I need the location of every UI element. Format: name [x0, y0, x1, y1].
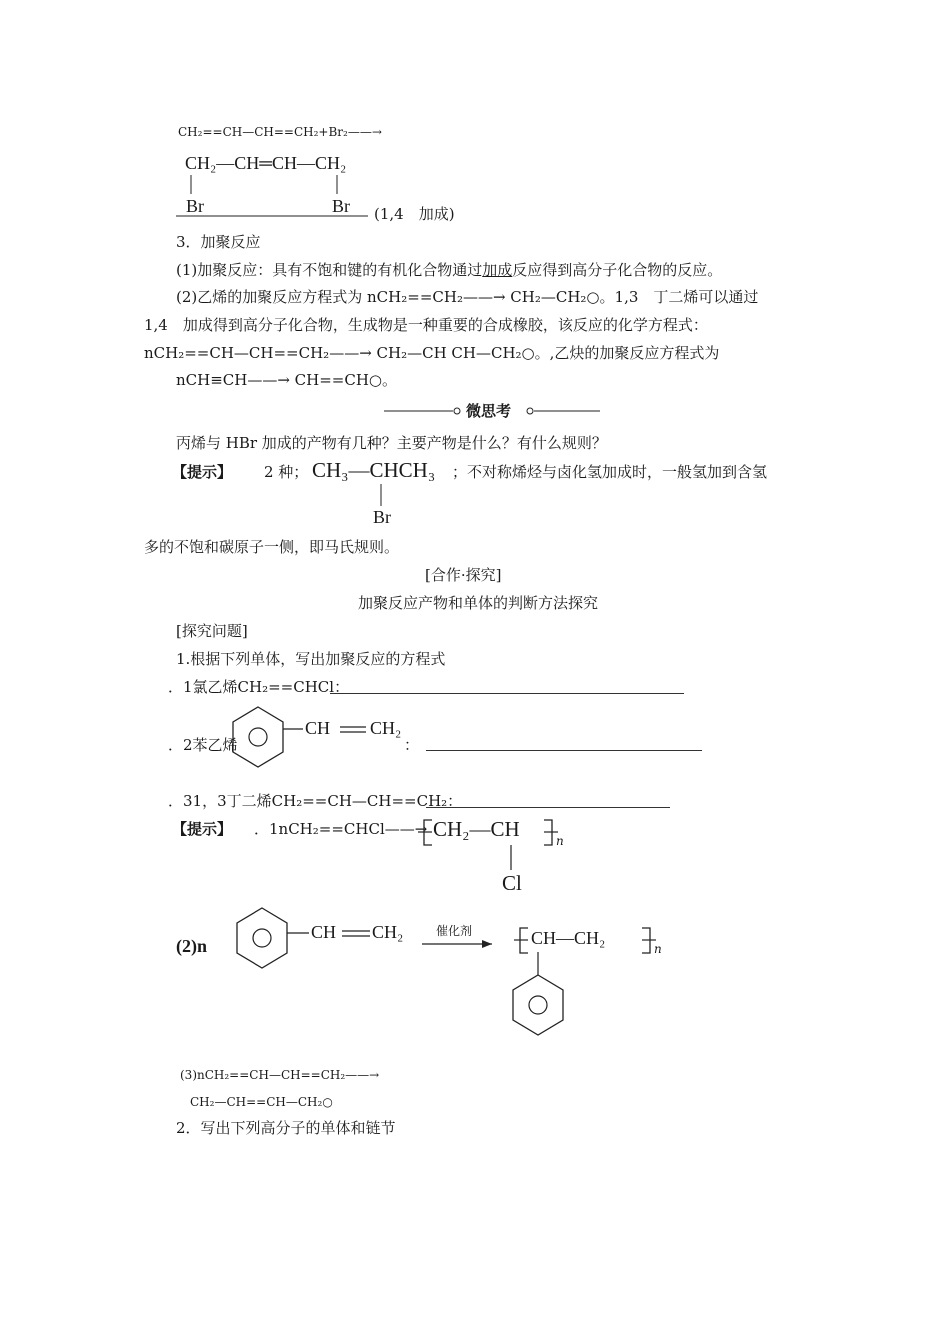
hint-count: 2 种；: [264, 463, 309, 481]
catalyst-label: 催化剂: [436, 924, 473, 938]
answer-3-product: CH₂—CH==CH—CH₂○: [190, 1095, 333, 1109]
answer-1-equation: ．1nCH₂==CHCl——→: [254, 820, 428, 838]
acetylene-equation-line: nCH≡CH——→ CH==CH○。: [176, 371, 398, 389]
section-heading: 3．加聚反应: [176, 233, 261, 251]
bromopropane-formula: CH₃—CHCH₃: [312, 458, 436, 482]
markovnikov-text: ；不对称烯烃与卤化氢加成时，一般氢加到含氢: [452, 463, 768, 481]
answer-2-label: (2)n: [176, 936, 207, 956]
definition-text-b: 反应得到高分子化合物的反应。: [512, 261, 723, 279]
question-1-styrene-colon: ：: [404, 736, 420, 754]
micro-think-title: 微思考: [466, 402, 512, 420]
micro-think-question: 丙烯与 HBr 加成的产物有几种？主要产物是什么？有什么规则？: [176, 434, 607, 452]
pvc-chlorine: Cl: [502, 871, 522, 895]
bromine-left: Br: [186, 196, 204, 216]
butadiene-br2-equation: CH₂==CH—CH==CH₂+Br₂——→: [178, 125, 382, 139]
question-2: 2．写出下列高分子的单体和链节: [176, 1119, 396, 1137]
markovnikov-text-cont: 多的不饱和碳原子一侧，即马氏规则。: [144, 538, 400, 556]
question-1-butadiene: ．31，3丁二烯CH₂==CH—CH==CH₂：: [168, 792, 463, 810]
butadiene-rubber-line: 1,4 加成得到高分子化合物，生成物是一种重要的合成橡胶，该反应的化学方程式：: [144, 316, 708, 334]
styrene-ch2: CH₂: [370, 718, 402, 738]
bromopropane-br: Br: [373, 507, 391, 527]
styrene-monomer-ch: CH: [311, 922, 337, 942]
cooperation-title: [合作·探究]: [425, 566, 502, 584]
dibromide-backbone: CH₂—CH═CH—CH₂: [185, 153, 347, 173]
polystyrene-subscript-n: n: [654, 942, 662, 956]
exploration-label: [探究问题]: [176, 622, 248, 640]
answer-hint-label: 【提示】: [172, 820, 233, 838]
question-1: 1.根据下列单体，写出加聚反应的方程式: [176, 650, 446, 668]
bromine-right: Br: [332, 196, 350, 216]
pvc-subscript-n: n: [556, 834, 564, 848]
definition-text-a: (1)加聚反应：具有不饱和键的有机化合物通过: [176, 261, 483, 279]
question-1-styrene-label: ．2苯乙烯: [168, 736, 238, 754]
question-1-vinyl-chloride: ．1氯乙烯CH₂==CHCl：: [168, 678, 350, 696]
polystyrene-repeat-unit: CH—CH₂: [531, 928, 606, 948]
butadiene-equation-line: nCH₂==CH—CH==CH₂——→ CH₂—CH CH—CH₂○。,乙炔的加聚反应方程式为: [144, 344, 720, 362]
exploration-subtitle: 加聚反应产物和单体的判断方法探究: [358, 594, 599, 612]
styrene-monomer-ch2: CH₂: [372, 922, 404, 942]
ethylene-polymerization-line: (2)乙烯的加聚反应方程式为 nCH₂==CH₂——→ CH₂—CH₂○。1,3 丁二烯可以通过: [176, 288, 759, 306]
definition-underlined-word: 加成: [482, 261, 513, 279]
addition-type-note: (1,4 加成): [374, 205, 455, 223]
answer-3-equation: (3)nCH₂==CH—CH==CH₂——→: [180, 1068, 380, 1082]
hint-label: 【提示】: [172, 463, 233, 481]
pvc-repeat-unit: CH₂—CH: [433, 817, 520, 841]
styrene-ch: CH: [305, 718, 331, 738]
